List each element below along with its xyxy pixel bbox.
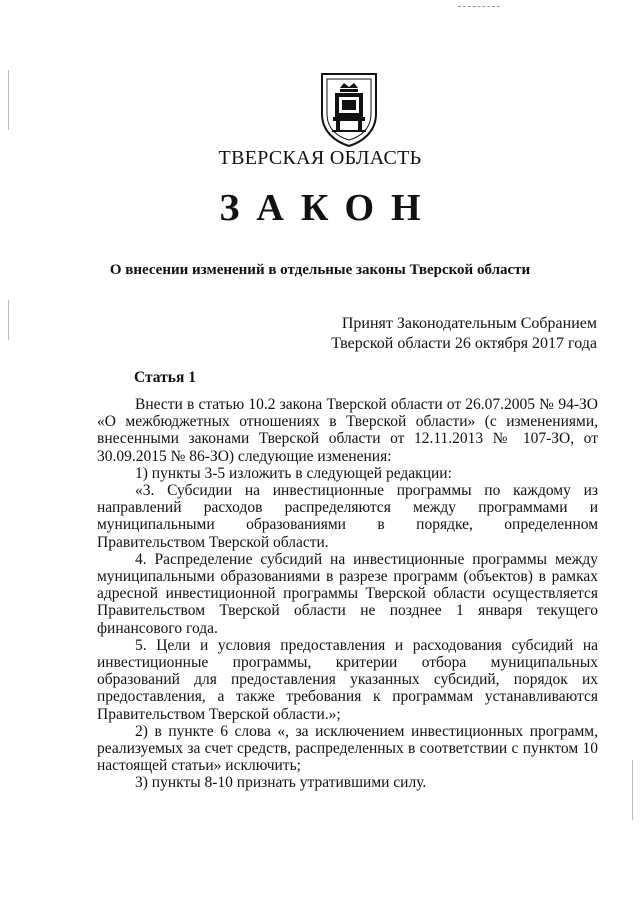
paragraph: 2) в пункте 6 слова «, за исключением инвестиционных программ, реализуемых за счет средств, распределенных в соответствии с пунктом 10 настоящей статьи» исключить; bbox=[97, 722, 598, 775]
adoption-line-2: Тверской области 26 октября 2017 года bbox=[331, 335, 597, 352]
paragraph: 1) пункты 3-5 изложить в следующей редакции: bbox=[135, 464, 452, 482]
paragraph: 5. Цели и условия предоставления и расходования субсидий на инвестиционные программы, критерии отбора муниципальных образований для предоставления указанных субсидий, порядок их предоставления, а также требования к программам устанавливаются Правительством Тверской области.»; bbox=[97, 636, 598, 723]
article-body bbox=[97, 396, 598, 792]
scan-mark bbox=[458, 6, 500, 7]
region-name: ТВЕРСКАЯ ОБЛАСТЬ bbox=[218, 147, 422, 169]
adoption-line-1: Принят Законодательным Собранием bbox=[341, 315, 597, 332]
paragraph: Внести в статью 10.2 закона Тверской области от 26.07.2005 № 94-ЗО «О межбюджетных отношениях в Тверской области» (с изменениями, внесенными законами Тверской области от 12.11.2013 № 107-ЗО, от 30.09.2015 № 86-ЗО) следующие изменения: bbox=[97, 396, 598, 465]
paragraph: «3. Субсидии на инвестиционные программы по каждому из направлений расходов распределяются между программами и муниципальными образованиями в порядке, определенном Правительством Тверской области. bbox=[97, 482, 598, 551]
scan-edge bbox=[8, 70, 9, 130]
paragraph: 4. Распределение субсидий на инвестиционные программы между муниципальными образованиями в разрезе программ (объектов) в рамках адресной инвестиционной программы Тверской области осуществляется Правительством Тверской области не позднее 1 января текущего финансового года. bbox=[97, 550, 598, 637]
scan-edge bbox=[8, 300, 9, 340]
law-title: О внесении изменений в отдельные законы Тверской области bbox=[109, 262, 531, 278]
paragraph: 3) пункты 8-10 признать утратившими силу. bbox=[135, 774, 427, 792]
article-heading: Статья 1 bbox=[134, 369, 196, 386]
adoption-note bbox=[331, 314, 597, 354]
scan-edge bbox=[632, 760, 633, 820]
tver-coat-of-arms-icon bbox=[318, 70, 380, 148]
document-type: ЗАКОН bbox=[219, 187, 438, 229]
